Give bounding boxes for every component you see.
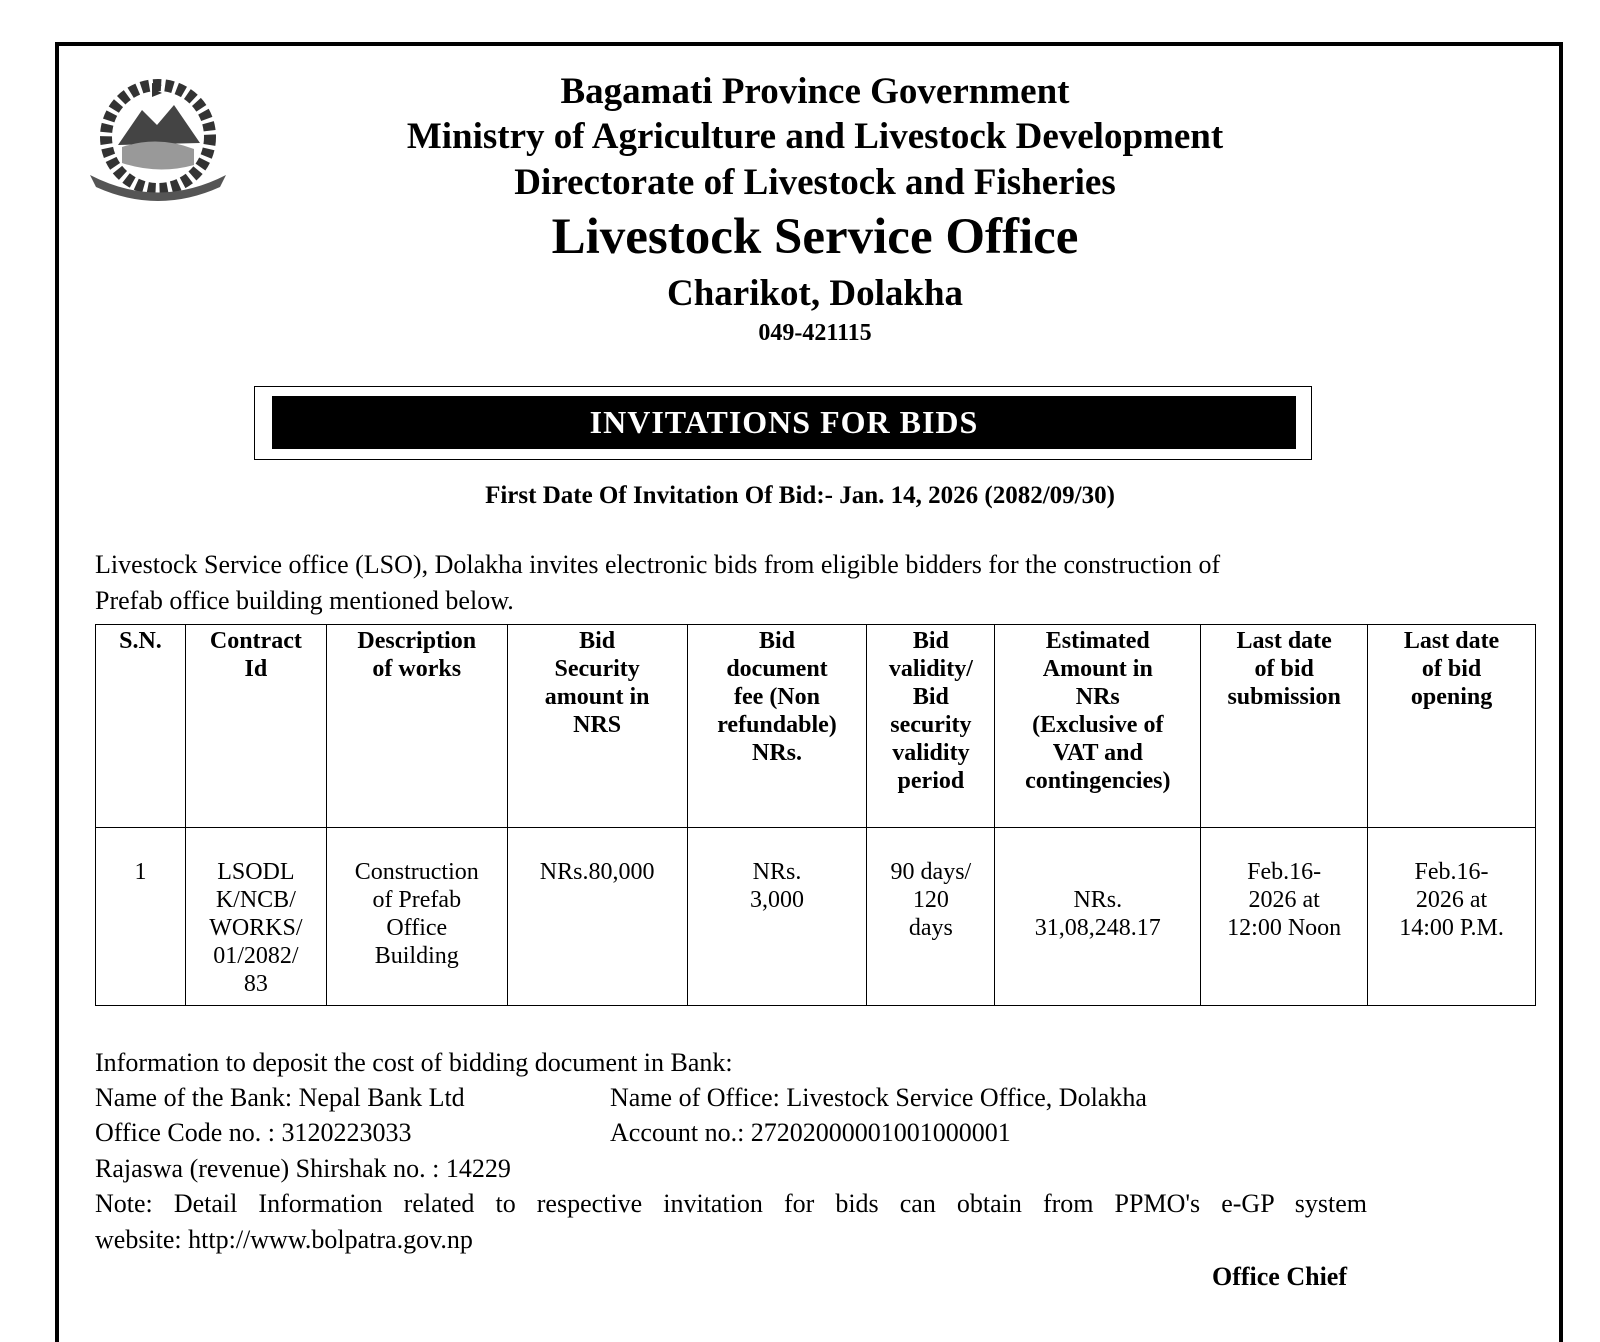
rajaswa-number: Rajaswa (revenue) Shirshak no. : 14229	[95, 1154, 511, 1183]
intro-line-1: Livestock Service office (LSO), Dolakha invites electronic bids from eligible bidders for the construction of	[95, 550, 1221, 579]
column-header	[185, 625, 326, 828]
column-header-line: Amount in	[1042, 656, 1153, 682]
column-header-line: Last date	[1403, 628, 1500, 654]
header-ministry: Ministry of Agriculture and Livestock Development	[406, 116, 1224, 157]
column-header-line: opening	[1410, 684, 1493, 710]
column-header-line: amount in	[544, 684, 650, 710]
cell-line: 3,000	[750, 887, 804, 913]
table-header-row	[96, 625, 1536, 828]
table-cell	[96, 828, 186, 1006]
column-header-line: Bid	[912, 684, 949, 710]
cell-line: 31,08,248.17	[1034, 915, 1161, 941]
column-header-line: Id	[244, 656, 268, 682]
column-header	[507, 625, 687, 828]
cell-line: Construction	[354, 859, 479, 885]
table-row	[96, 828, 1536, 1006]
column-header-line: validity/	[888, 656, 973, 682]
column-header-line: Contract	[209, 628, 302, 654]
cell-line: NRs.80,000	[539, 859, 655, 885]
column-header	[96, 625, 186, 828]
cell-line: 120	[912, 887, 949, 913]
column-header-line: of bid	[1254, 656, 1314, 682]
table-cell	[326, 828, 507, 1006]
column-header-line: (Exclusive of	[1032, 712, 1164, 738]
cell-line: Building	[374, 943, 459, 969]
note-line-1: Note: Detail Information related to respective invitation for bids can obtain from PPMO's e-GP system	[95, 1189, 1367, 1218]
column-header	[995, 625, 1201, 828]
banner-box	[254, 386, 1312, 460]
cell-line: 83	[243, 971, 268, 997]
header-directorate: Directorate of Livestock and Fisheries	[514, 162, 1116, 203]
cell-line: 14:00 P.M.	[1399, 915, 1504, 941]
cell-line: 90 days/	[890, 859, 972, 885]
cell-line: NRs.	[752, 859, 802, 885]
column-header-line: period	[897, 768, 965, 794]
column-header-line: Description	[357, 628, 477, 654]
column-header-line: NRs	[1075, 684, 1120, 710]
column-header-line: Bid	[912, 628, 949, 654]
cell-line: 2026 at	[1415, 887, 1488, 913]
cell-line: of Prefab	[372, 887, 462, 913]
bids-table	[95, 624, 1536, 1006]
column-header-line: Bid	[579, 628, 616, 654]
banner-title: INVITATIONS FOR BIDS	[272, 396, 1296, 449]
note-line-2: website: http://www.bolpatra.gov.np	[95, 1225, 473, 1254]
column-header-line: NRS	[573, 712, 622, 738]
column-header-line: refundable)	[717, 712, 837, 738]
column-header-line: fee (Non	[734, 684, 820, 710]
column-header	[1368, 625, 1536, 828]
column-header-line: of bid	[1421, 656, 1482, 682]
column-header-line: Estimated	[1045, 628, 1150, 654]
table-cell	[507, 828, 687, 1006]
column-header-line: of works	[372, 656, 462, 682]
column-header-line: document	[726, 656, 828, 682]
column-header-line: submission	[1227, 684, 1341, 710]
office-name: Name of Office: Livestock Service Office, Dolakha	[610, 1083, 1147, 1112]
office-code: Office Code no. : 3120223033	[95, 1118, 412, 1147]
cell-line: 01/2082/	[213, 943, 299, 969]
table-cell	[867, 828, 995, 1006]
first-date: First Date Of Invitation Of Bid:- Jan. 14, 2026 (2082/09/30)	[485, 482, 1115, 509]
cell-line: Office	[386, 915, 448, 941]
table-cell	[1368, 828, 1536, 1006]
column-header-line: validity	[892, 740, 970, 766]
table-cell	[687, 828, 867, 1006]
cell-line: 1	[134, 859, 147, 885]
column-header-line: contingencies)	[1025, 768, 1171, 794]
column-header-line: Last date	[1236, 628, 1332, 654]
column-header-line: Security	[554, 656, 640, 682]
bank-heading: Information to deposit the cost of bidding document in Bank:	[95, 1048, 733, 1077]
intro-line-2: Prefab office building mentioned below.	[95, 586, 514, 615]
header-office: Livestock Service Office	[551, 209, 1079, 265]
cell-line: 2026 at	[1248, 887, 1320, 913]
cell-line: WORKS/	[209, 915, 303, 941]
table-cell	[995, 828, 1201, 1006]
column-header	[1201, 625, 1368, 828]
cell-line: NRs.	[1073, 887, 1123, 913]
column-header	[326, 625, 507, 828]
column-header	[687, 625, 867, 828]
cell-line: Feb.16-	[1414, 859, 1489, 885]
cell-line: Feb.16-	[1247, 859, 1322, 885]
table-cell	[1201, 828, 1368, 1006]
cell-line: LSODL	[217, 859, 295, 885]
header-province: Bagamati Province Government	[560, 71, 1070, 112]
cell-line: 12:00 Noon	[1227, 915, 1342, 941]
column-header-line: VAT and	[1052, 740, 1143, 766]
column-header-line: Bid	[758, 628, 796, 654]
bank-name: Name of the Bank: Nepal Bank Ltd	[95, 1083, 465, 1112]
header-phone: 049-421115	[758, 320, 872, 346]
table-cell	[185, 828, 326, 1006]
cell-line: K/NCB/	[215, 887, 296, 913]
cell-line: days	[908, 915, 953, 941]
signature-office-chief: Office Chief	[1212, 1262, 1348, 1291]
column-header-line: security	[890, 712, 972, 738]
header-location: Charikot, Dolakha	[666, 273, 964, 314]
column-header-line: NRs.	[751, 740, 802, 766]
account-number: Account no.: 27202000001001000001	[610, 1118, 1011, 1147]
column-header-line: S.N.	[119, 628, 162, 654]
column-header	[867, 625, 995, 828]
